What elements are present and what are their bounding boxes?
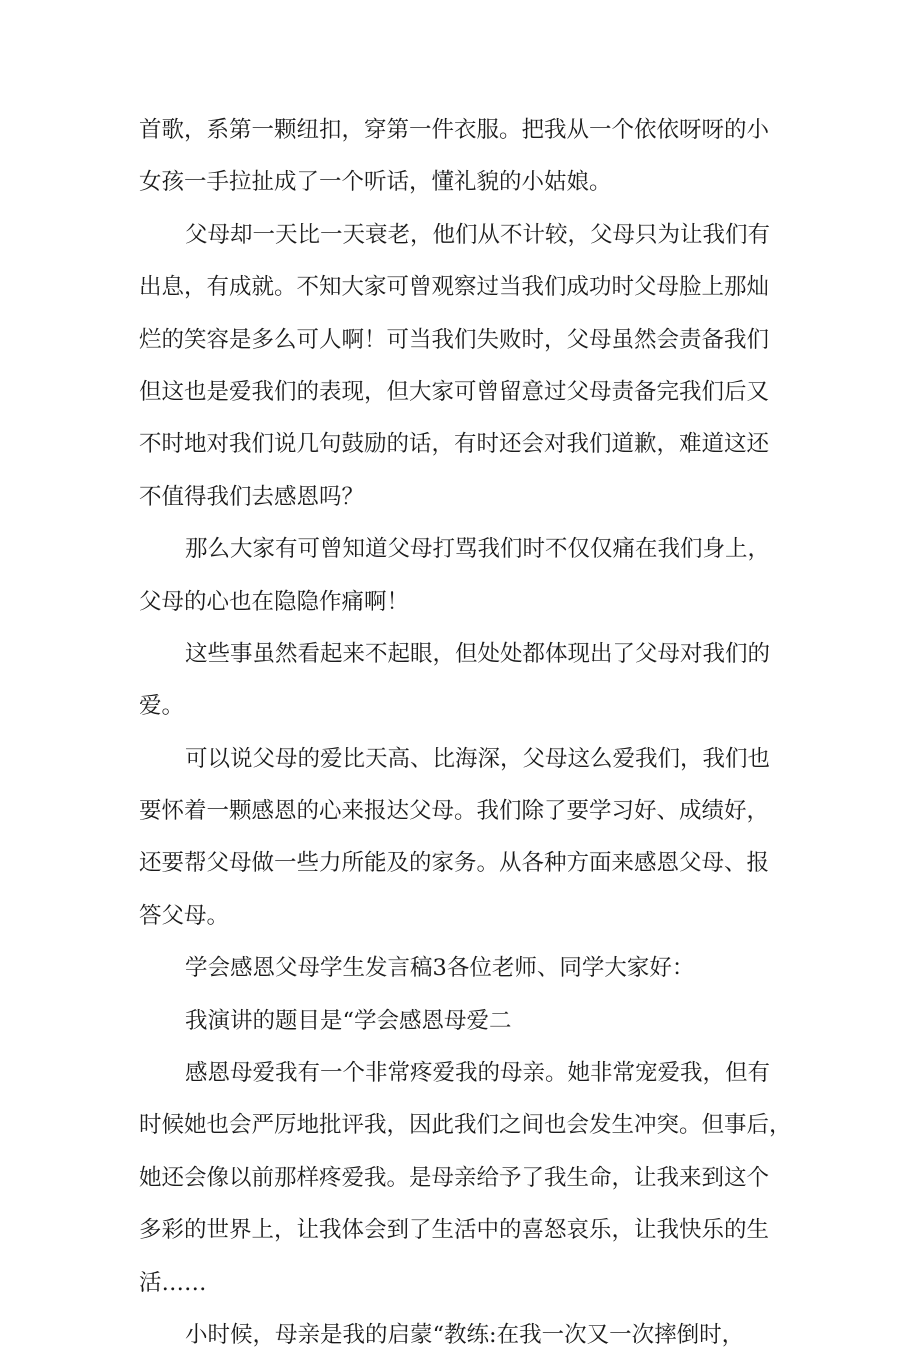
paragraph-start-line: 父母却一天比一天衰老，他们从不计较，父母只为让我们有 [185, 221, 771, 248]
document-body [139, 104, 799, 1361]
text-line: 活…… [139, 1269, 207, 1296]
text-line: 还要帮父母做一些力所能及的家务。从各种方面来感恩父母、报 [139, 850, 770, 877]
text-line: 她还会像以前那样疼爱我。是母亲给予了我生命，让我来到这个 [139, 1164, 770, 1191]
paragraph-start-line: 感恩母爱我有一个非常疼爱我的母亲。她非常宠爱我，但有 [185, 1060, 771, 1087]
paragraph-start-line: 那么大家有可曾知道父母打骂我们时不仅仅痛在我们身上， [185, 536, 771, 563]
text-line: 但这也是爱我们的表现，但大家可曾留意过父母责备完我们后又 [139, 378, 770, 405]
text-line: 多彩的世界上，让我体会到了生活中的喜怒哀乐，让我快乐的生 [139, 1217, 770, 1244]
text-line: 要怀着一颗感恩的心来报达父母。我们除了要学习好、成绩好， [139, 798, 770, 825]
text-line: 答父母。 [139, 902, 230, 929]
text-line: 出息，有成就。不知大家可曾观察过当我们成功时父母脸上那灿 [139, 274, 770, 301]
paragraph-start-line: 这些事虽然看起来不起眼，但处处都体现出了父母对我们的 [185, 640, 771, 667]
text-line: 时候她也会严厉地批评我，因此我们之间也会发生冲突。但事后， [139, 1112, 792, 1139]
text-line: 烂的笑容是多么可人啊！可当我们失败时，父母虽然会责备我们 [139, 326, 770, 353]
paragraph-start-line: 可以说父母的爱比天高、比海深，父母这么爱我们，我们也 [185, 745, 771, 772]
paragraph-start-line: 小时候，母亲是我的启蒙“教练:在我一次又一次摔倒时， [185, 1321, 745, 1348]
text-line: 爱。 [139, 693, 185, 720]
text-line: 父母的心也在隐隐作痛啊！ [139, 588, 410, 615]
section-heading-line: 学会感恩父母学生发言稿3各位老师、同学大家好： [185, 955, 695, 982]
speech-title-line: 我演讲的题目是“学会感恩母爱二 [185, 1007, 512, 1034]
text-line: 不时地对我们说几句鼓励的话，有时还会对我们道歉，难道这还 [139, 431, 770, 458]
text-line: 首歌，系第一颗纽扣，穿第一件衣服。把我从一个依依呀呀的小 [139, 117, 770, 143]
text-line: 女孩一手拉扯成了一个听话，懂礼貌的小姑娘。 [139, 169, 612, 196]
text-line: 不值得我们去感恩吗？ [139, 483, 365, 510]
